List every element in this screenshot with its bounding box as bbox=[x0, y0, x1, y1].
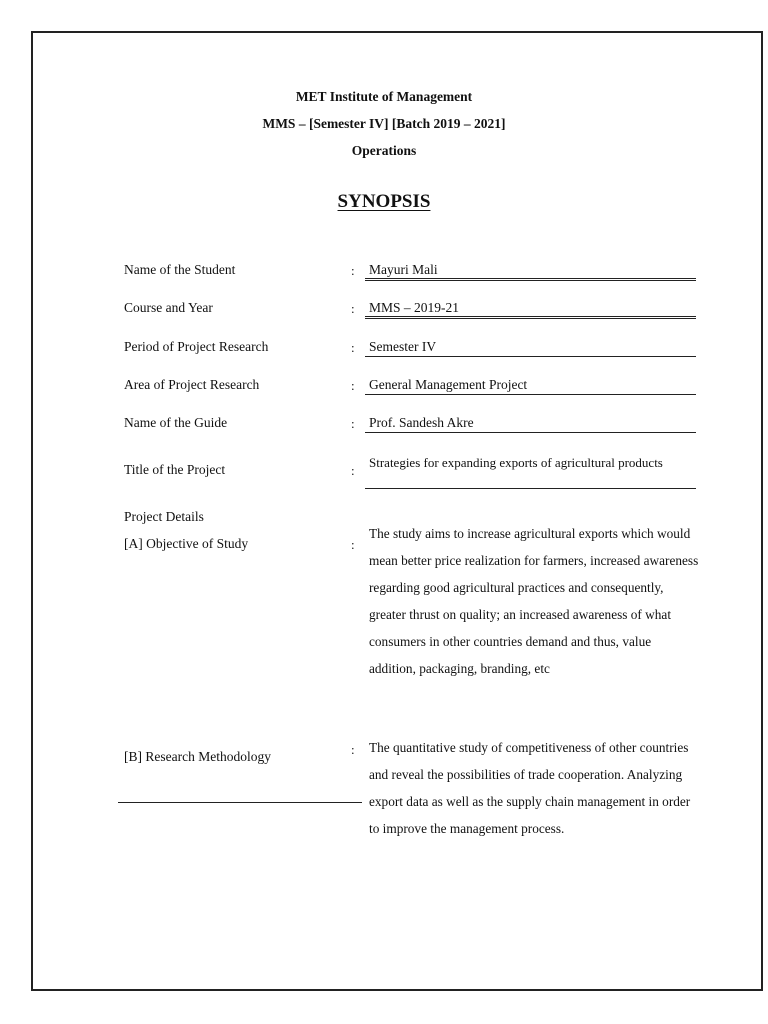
field-label-project-title: Title of the Project bbox=[124, 462, 226, 477]
field-value-course: MMS – 2019-21 bbox=[369, 300, 460, 315]
methodology-label: [B] Research Methodology bbox=[124, 749, 271, 764]
field-colon: : bbox=[351, 416, 355, 431]
field-value-guide: Prof. Sandesh Akre bbox=[369, 415, 474, 430]
field-value-period: Semester IV bbox=[369, 339, 437, 354]
field-colon: : bbox=[351, 463, 355, 478]
field-label-course: Course and Year bbox=[124, 300, 213, 315]
field-underline bbox=[365, 432, 696, 433]
field-underline bbox=[365, 488, 696, 489]
objective-text: The study aims to increase agricultural exports which would mean better price realization for farmers, increased awareness regarding good agricultural practices and consequently, greater thrust on quality; an increased awareness of what consumers in other countries demand and thus, value addition, packaging, branding, etc bbox=[369, 526, 699, 676]
field-underline bbox=[365, 394, 696, 395]
field-label-period: Period of Project Research bbox=[124, 339, 269, 354]
field-label-guide: Name of the Guide bbox=[124, 415, 228, 430]
field-label-student: Name of the Student bbox=[124, 262, 236, 277]
field-label-area: Area of Project Research bbox=[124, 377, 260, 392]
field-colon: : bbox=[351, 263, 355, 278]
horizontal-rule bbox=[118, 802, 362, 803]
field-value-student: Mayuri Mali bbox=[369, 262, 438, 277]
document-title-text: SYNOPSIS bbox=[337, 191, 431, 212]
field-colon: : bbox=[351, 301, 355, 316]
program-line: MMS – [Semester IV] [Batch 2019 – 2021] bbox=[262, 116, 506, 131]
institute-name: MET Institute of Management bbox=[295, 89, 473, 104]
field-colon: : bbox=[351, 742, 355, 757]
field-value-area: General Management Project bbox=[369, 377, 528, 392]
field-value-project-title: Strategies for expanding exports of agricultural products bbox=[369, 455, 663, 470]
field-underline bbox=[365, 278, 696, 281]
field-colon: : bbox=[351, 378, 355, 393]
objective-label: [A] Objective of Study bbox=[124, 536, 249, 551]
field-underline bbox=[365, 316, 696, 319]
specialization: Operations bbox=[351, 143, 417, 158]
project-details-heading: Project Details bbox=[124, 509, 204, 524]
field-underline bbox=[365, 356, 696, 357]
field-colon: : bbox=[351, 340, 355, 355]
field-colon: : bbox=[351, 537, 355, 552]
methodology-text: The quantitative study of competitiveness of other countries and reveal the possibilities of trade cooperation. Analyzing export data as well as the supply chain management in order to improve the management process. bbox=[369, 740, 691, 836]
document-title bbox=[0, 191, 768, 213]
